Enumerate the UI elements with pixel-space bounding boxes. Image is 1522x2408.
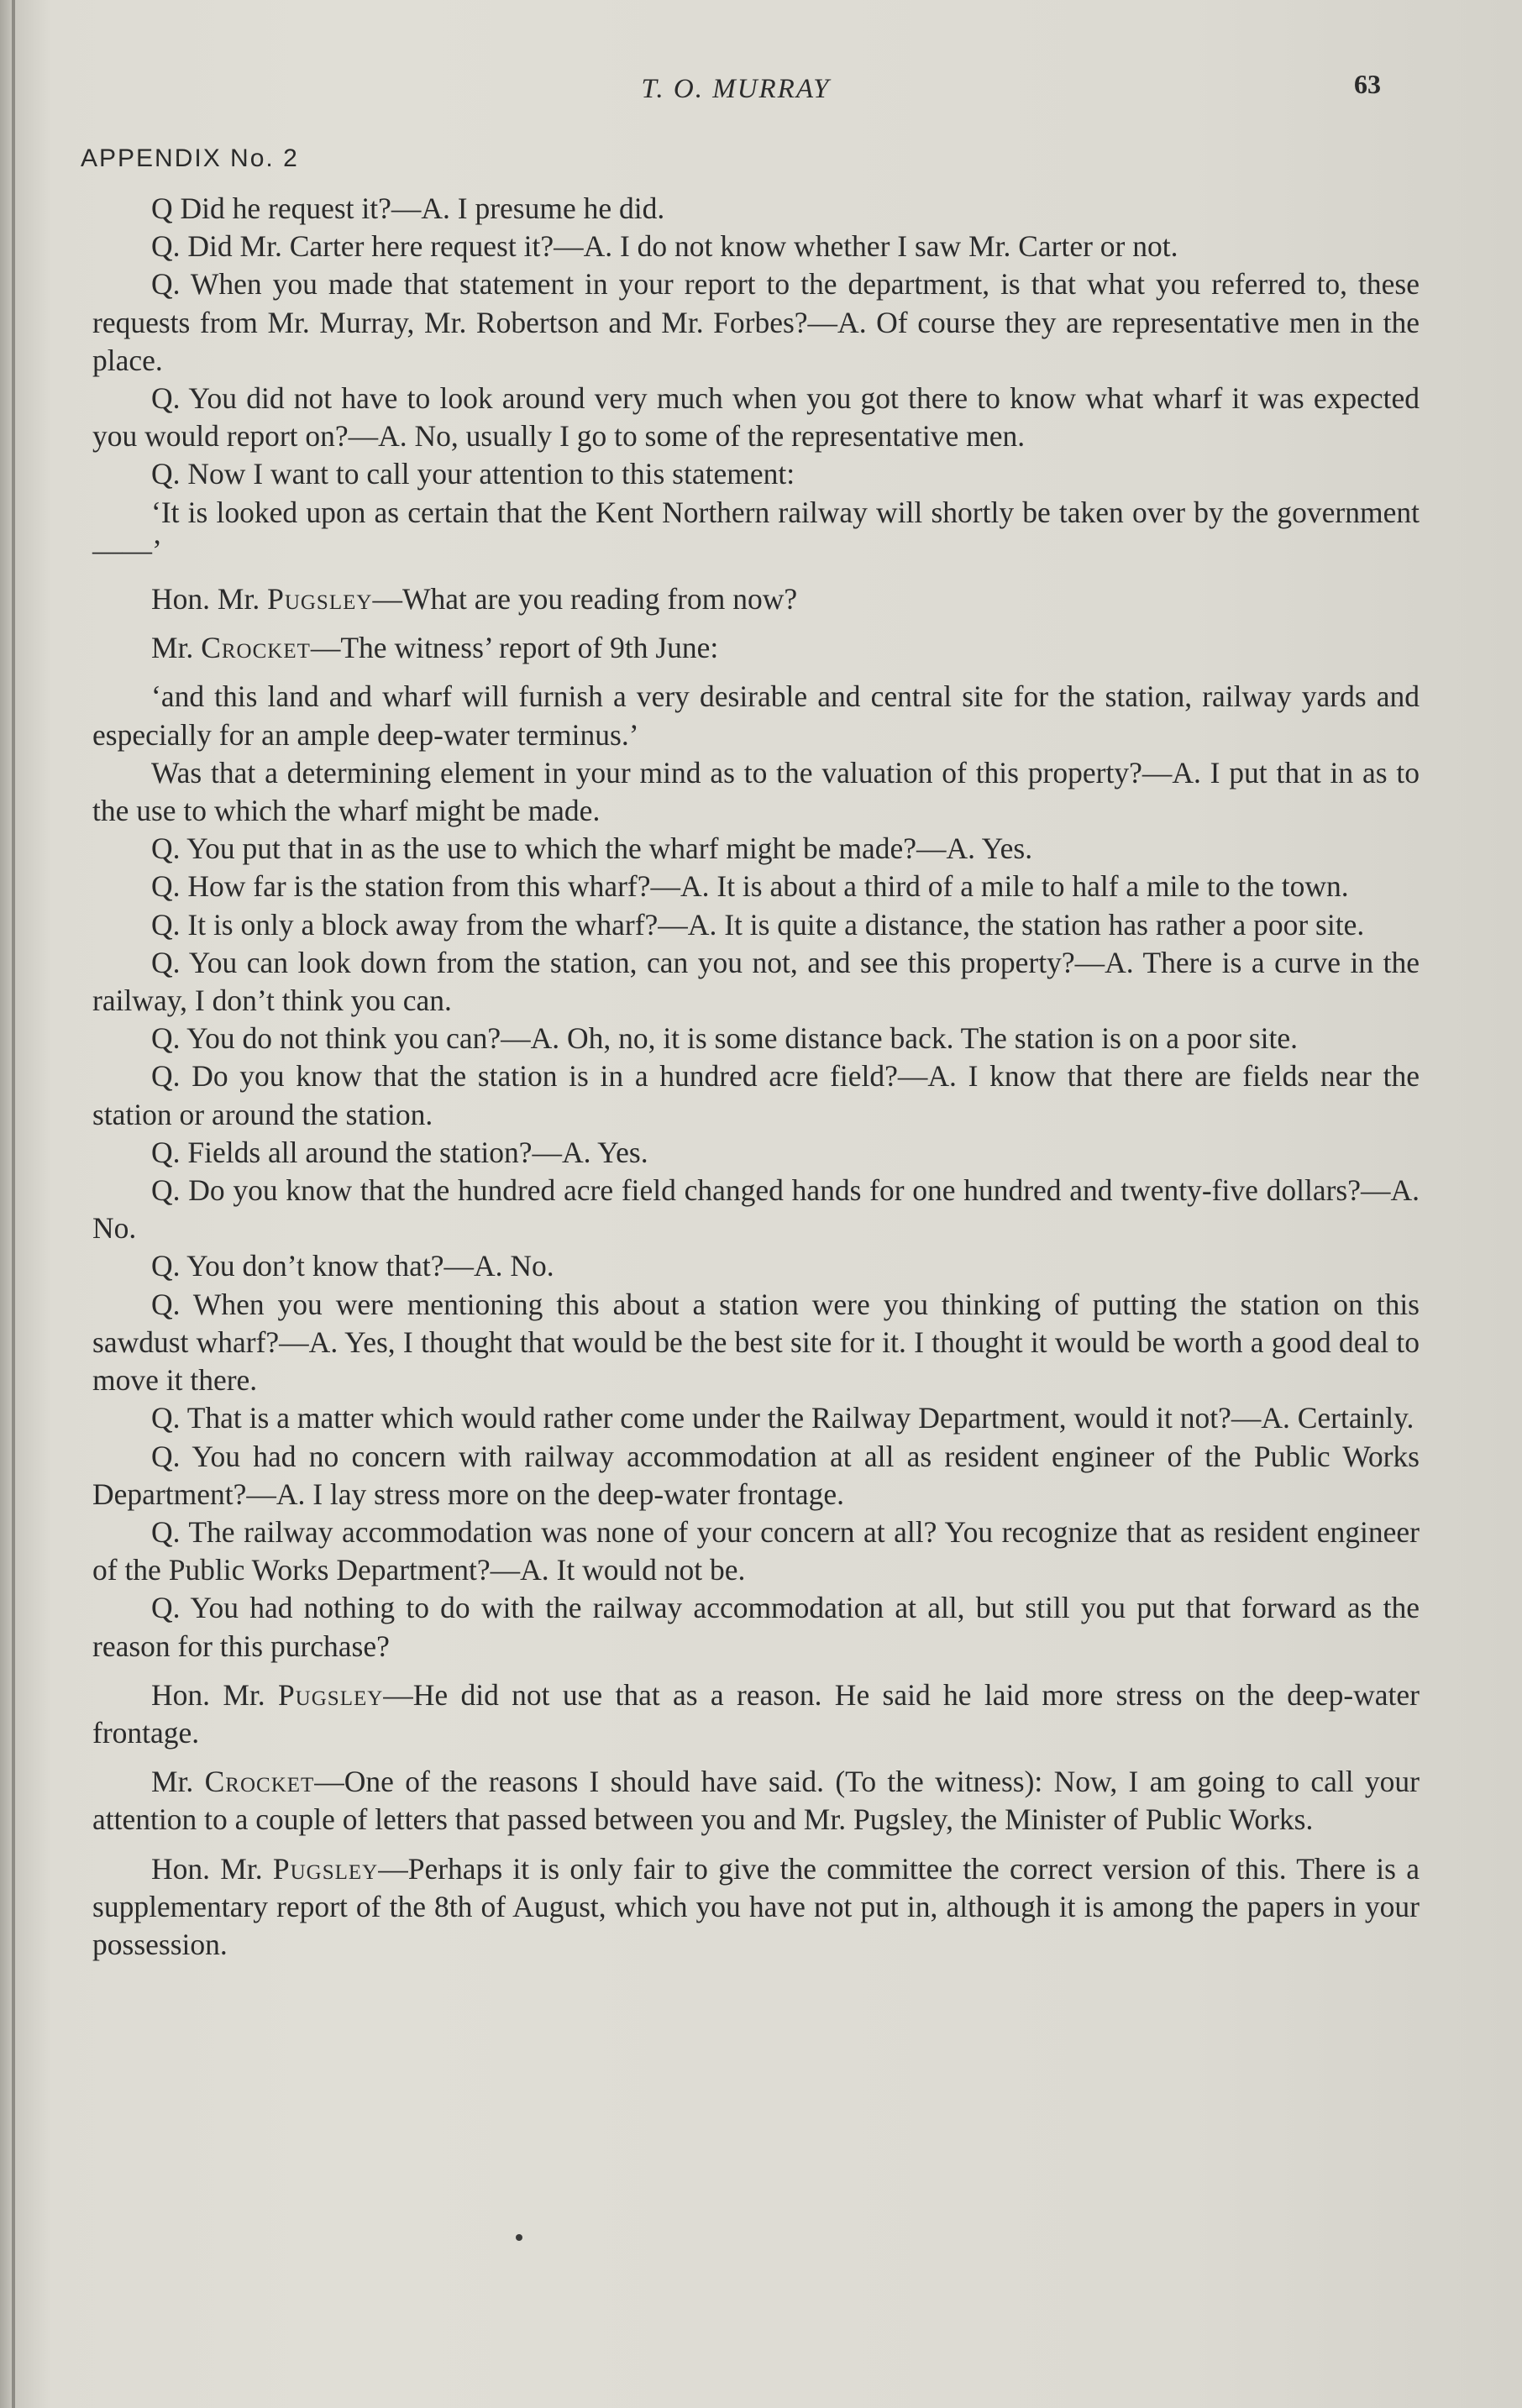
speaker-name: Pugsley — [267, 582, 373, 616]
paragraph: Q. That is a matter which would rather come under the Railway Department, would it not?—A. Certainly. — [151, 1401, 1414, 1435]
speaker-paragraph: Hon. Mr. Pugsley—What are you reading from now? — [151, 582, 798, 616]
paragraph: Q. You put that in as the use to which the wharf might be made?—A. Yes. — [151, 832, 1033, 866]
paragraph: Was that a determining element in your mind as to the valuation of this property?—A. I put that in as to the use to which the wharf might be made. — [92, 755, 1420, 828]
paragraph: Q. You don’t know that?—A. No. — [151, 1249, 554, 1283]
speaker-paragraph: Hon. Mr. Pugsley—Perhaps it is only fair to give the committee the correct version of this. There is a supplementary report of the 8th of August, which you have not put in, although it is among the papers in your possession. — [92, 1851, 1420, 1961]
paragraph: Q. Did Mr. Carter here request it?—A. I do not know whether I saw Mr. Carter or not. — [151, 229, 1178, 264]
speaker-paragraph: Hon. Mr. Pugsley—He did not use that as a reason. He said he laid more stress on the deep-water frontage. — [92, 1677, 1420, 1750]
paragraph: Q. You had nothing to do with the railway accommodation at all, but still you put that forward as the reason for this purchase? — [92, 1591, 1420, 1663]
appendix-label: APPENDIX No. 2 — [81, 144, 299, 172]
speaker-paragraph: Mr. Crocket—One of the reasons I should have said. (To the witness): Now, I am going to call your attention to a couple of letters that passed between you and Mr. Pugsley, the Minister of Public Works. — [92, 1765, 1420, 1837]
ink-speck — [516, 2234, 522, 2241]
paragraph: Q. When you were mentioning this about a station were you thinking of putting the station on this sawdust wharf?—A. Yes, I thought that would be the best site for it. I thought it would be worth a good deal to move it there. — [92, 1287, 1420, 1398]
paragraph: Q. The railway accommodation was none of your concern at all? You recognize that as resident engineer of the Public Works Department?—A. It would not be. — [92, 1514, 1420, 1587]
speaker-name: Crocket — [201, 631, 311, 665]
body-text — [92, 190, 1420, 1964]
paragraph: Q. Now I want to call your attention to this statement: — [151, 457, 795, 491]
paragraph: Q. You had no concern with railway accommodation at all as resident engineer of the Public Works Department?—A. I lay stress more on the deep-water frontage. — [92, 1439, 1420, 1511]
paragraph: Q. You can look down from the station, can you not, and see this property?—A. There is a curve in the railway, I don’t think you can. — [92, 945, 1420, 1018]
paragraph: Q. You did not have to look around very much when you got there to know what wharf it was expected you would report on?—A. No, usually I go to some of the representative men. — [92, 381, 1420, 454]
paragraph: Q. Do you know that the hundred acre field changed hands for one hundred and twenty-five dollars?—A. No. — [92, 1173, 1420, 1246]
speaker-name: Pugsley — [277, 1677, 384, 1712]
speaker-name: Crocket — [204, 1765, 315, 1799]
paragraph: Q. Do you know that the station is in a hundred acre field?—A. I know that there are fields near the station or around the station. — [92, 1059, 1420, 1131]
speaker-paragraph: Mr. Crocket—The witness’ report of 9th June: — [151, 631, 719, 665]
speaker-name: Pugsley — [272, 1851, 379, 1886]
quoted-statement: ‘It is looked upon as certain that the Kent Northern railway will shortly be taken over by the government——’ — [92, 495, 1420, 567]
paragraph: Q Did he request it?—A. I presume he did. — [151, 191, 665, 225]
running-header-title: T. O. MURRAY — [641, 74, 831, 104]
paragraph: Q. Fields all around the station?—A. Yes. — [151, 1135, 648, 1169]
book-spine-shadow — [12, 0, 15, 2408]
paragraph: Q. It is only a block away from the wharf?—A. It is quite a distance, the station has rather a poor site. — [151, 907, 1365, 942]
page-number: 63 — [1354, 69, 1381, 99]
paragraph: Q. How far is the station from this wharf?—A. It is about a third of a mile to half a mile to the town. — [151, 869, 1349, 904]
quoted-statement: ‘and this land and wharf will furnish a very desirable and central site for the station, railway yards and especially for an ample deep-water terminus.’ — [92, 679, 1420, 752]
paragraph: Q. When you made that statement in your report to the department, is that what you referred to, these requests from Mr. Murray, Mr. Robertson and Mr. Forbes?—A. Of course they are representative men in the place. — [92, 267, 1420, 377]
paragraph: Q. You do not think you can?—A. Oh, no, it is some distance back. The station is on a poor site. — [151, 1021, 1298, 1056]
